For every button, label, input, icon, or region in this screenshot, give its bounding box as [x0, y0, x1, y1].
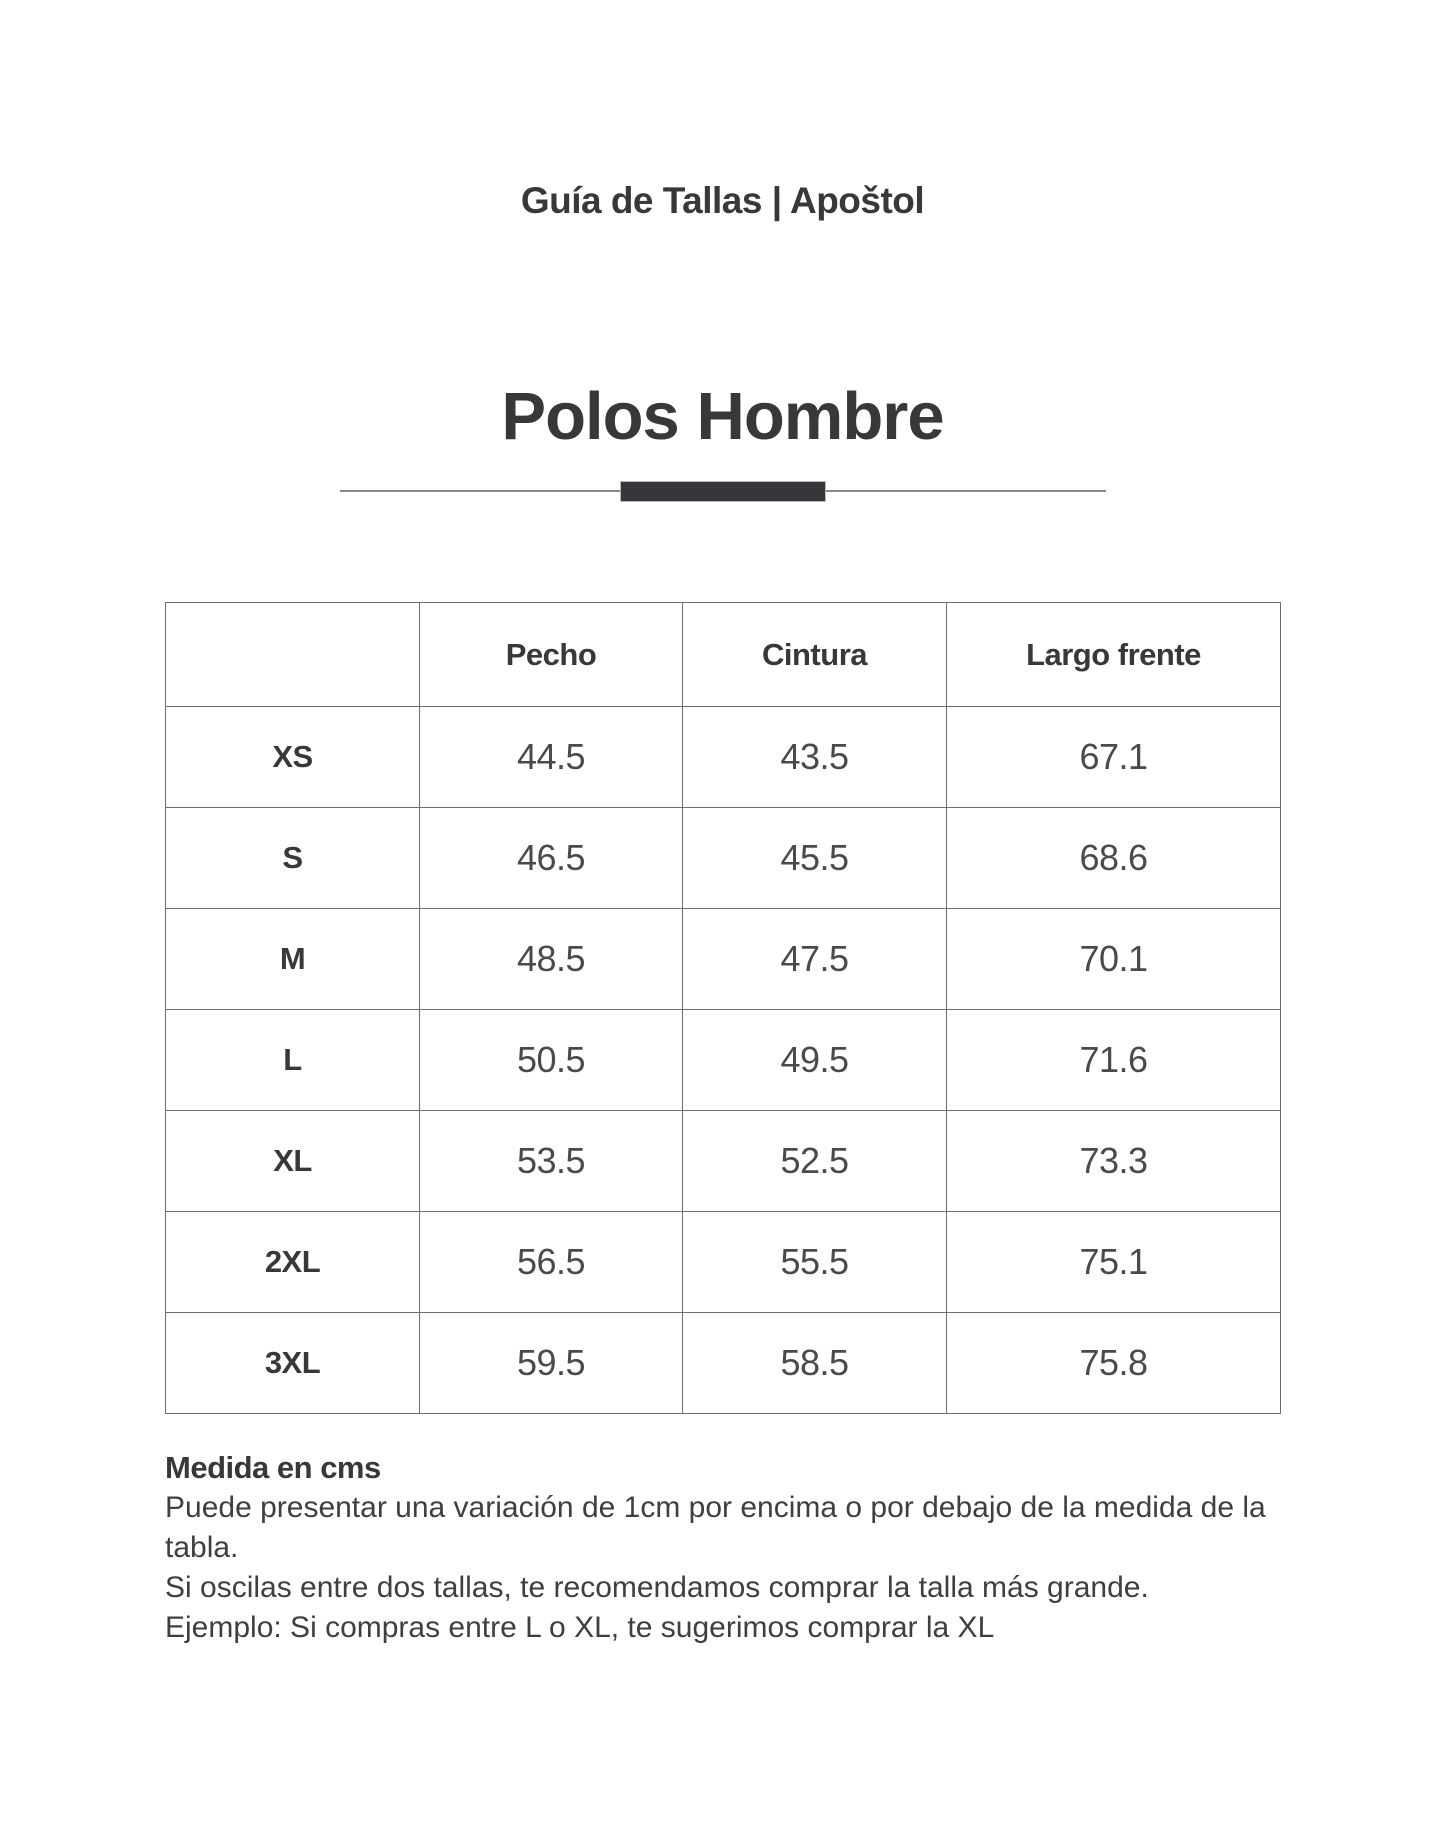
note-line: Puede presentar una variación de 1cm por encima o por debajo de la medida de la tabla. [165, 1491, 1266, 1564]
corner-header-cell [166, 603, 420, 707]
measurement-value-cell: 59.5 [420, 1313, 683, 1414]
measurement-value-cell: 46.5 [420, 808, 683, 909]
measurement-value-cell: 75.8 [947, 1313, 1281, 1414]
table-row [166, 808, 1281, 909]
size-label-cell: XS [166, 707, 420, 808]
table-row [166, 1010, 1281, 1111]
table-row [166, 1111, 1281, 1212]
divider-accent-bar [621, 482, 825, 501]
column-header: Cintura [683, 603, 947, 707]
measurement-value-cell: 53.5 [420, 1111, 683, 1212]
measurement-value-cell: 58.5 [683, 1313, 947, 1414]
measurement-value-cell: 49.5 [683, 1010, 947, 1111]
size-label-cell: L [166, 1010, 420, 1111]
column-header: Largo frente [947, 603, 1281, 707]
measurement-value-cell: 75.1 [947, 1212, 1281, 1313]
measurement-value-cell: 70.1 [947, 909, 1281, 1010]
brand-heading: Guía de Tallas | Apoštol [520, 180, 925, 221]
measurement-value-cell: 44.5 [420, 707, 683, 808]
note-line: Ejemplo: Si compras entre L o XL, te sugerimos comprar la XL [165, 1611, 995, 1644]
size-table-head [166, 603, 1281, 707]
table-row [166, 707, 1281, 808]
size-table-body [166, 707, 1281, 1414]
table-row [166, 1313, 1281, 1414]
measurement-value-cell: 55.5 [683, 1212, 947, 1313]
table-row [166, 909, 1281, 1010]
measurement-value-cell: 73.3 [947, 1111, 1281, 1212]
notes-heading: Medida en cms [165, 1450, 381, 1485]
page-title: Polos Hombre [501, 379, 944, 454]
size-label-cell: S [166, 808, 420, 909]
measurement-value-cell: 45.5 [683, 808, 947, 909]
title-divider [340, 482, 1106, 501]
notes-section [165, 1448, 1290, 1648]
note-line: Si oscilas entre dos tallas, te recomendamos comprar la talla más grande. [165, 1571, 1149, 1604]
measurement-value-cell: 47.5 [683, 909, 947, 1010]
size-label-cell: 3XL [166, 1313, 420, 1414]
measurement-value-cell: 68.6 [947, 808, 1281, 909]
measurement-value-cell: 67.1 [947, 707, 1281, 808]
measurement-value-cell: 71.6 [947, 1010, 1281, 1111]
measurement-value-cell: 48.5 [420, 909, 683, 1010]
column-header: Pecho [420, 603, 683, 707]
size-label-cell: XL [166, 1111, 420, 1212]
table-header-row [166, 603, 1281, 707]
measurement-value-cell: 52.5 [683, 1111, 947, 1212]
size-table [165, 602, 1281, 1414]
measurement-value-cell: 43.5 [683, 707, 947, 808]
size-label-cell: 2XL [166, 1212, 420, 1313]
size-label-cell: M [166, 909, 420, 1010]
measurement-value-cell: 56.5 [420, 1212, 683, 1313]
table-row [166, 1212, 1281, 1313]
measurement-value-cell: 50.5 [420, 1010, 683, 1111]
